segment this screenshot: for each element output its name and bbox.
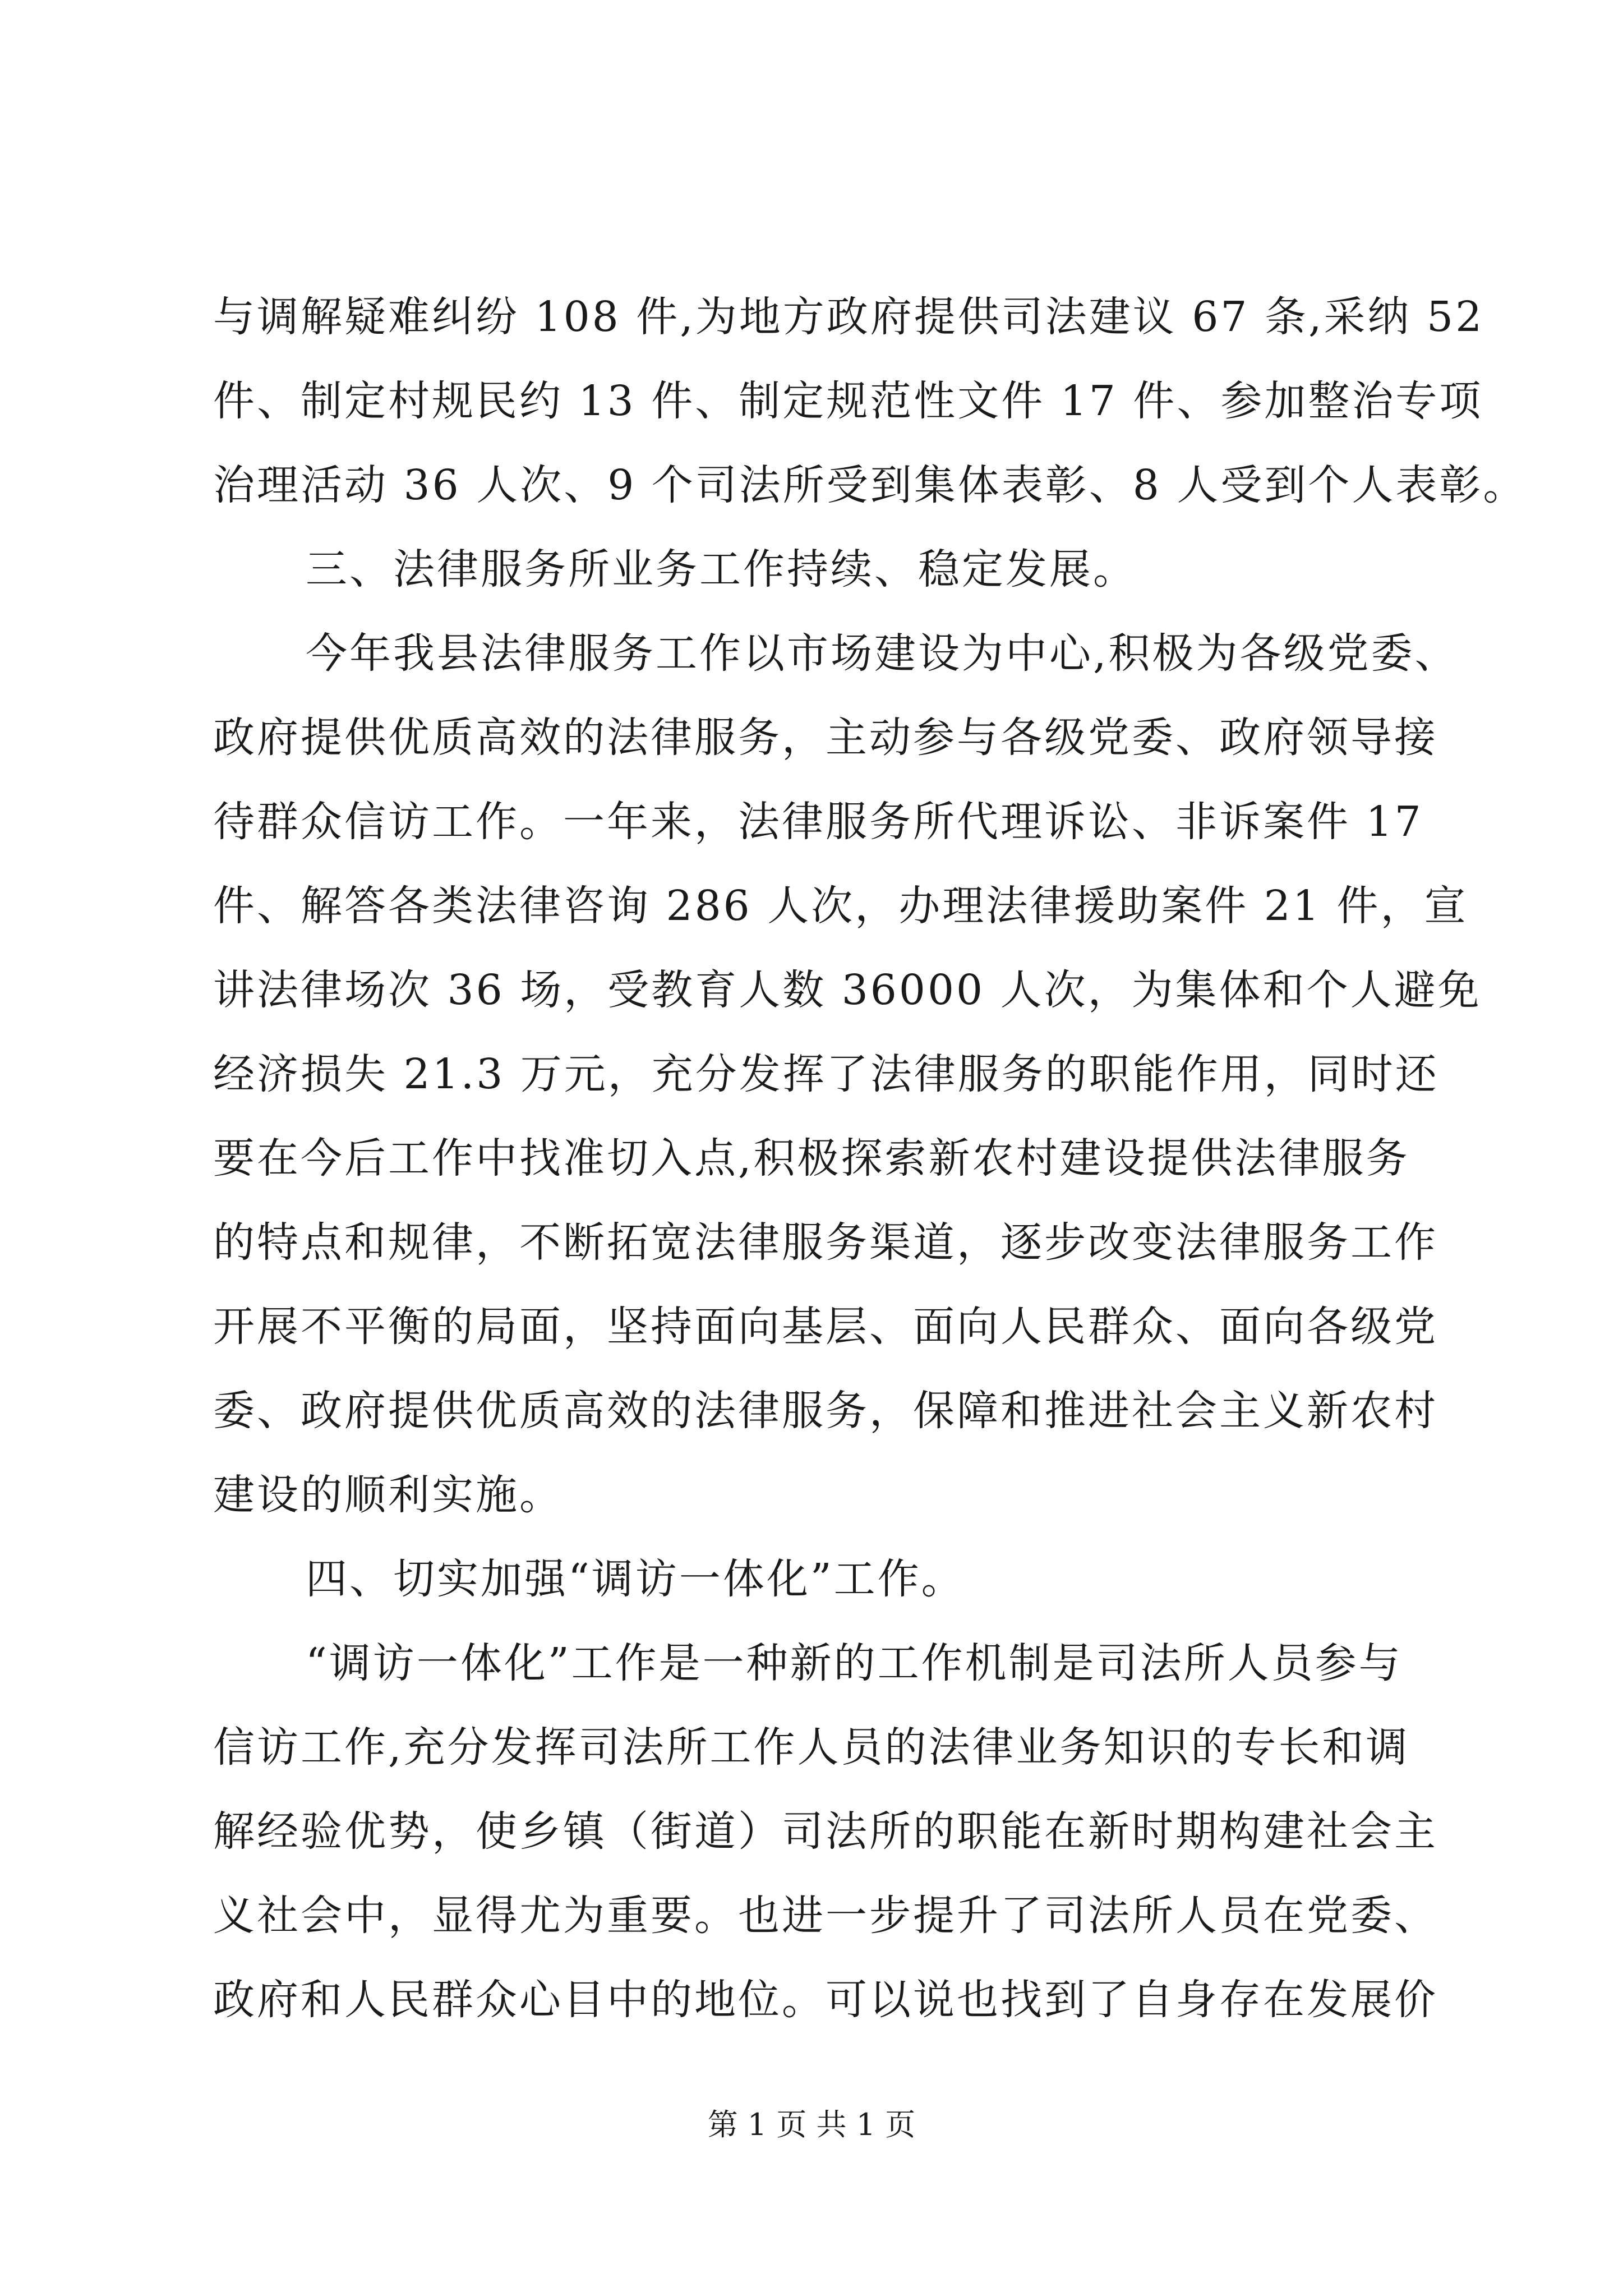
- text-line: 要在今后工作中找准切入点,积极探索新农村建设提供法律服务: [213, 1134, 1410, 1182]
- text-line: 三、法律服务所业务工作持续、稳定发展。: [306, 545, 1137, 593]
- text-line: 治理活动 36 人次、9 个司法所受到集体表彰、8 人受到个人表彰。: [213, 461, 1527, 509]
- text-line: 与调解疑难纠纷 108 件,为地方政府提供司法建议 67 条,采纳 52: [213, 293, 1484, 341]
- text-line: “调访一体化”工作是一种新的工作机制是司法所人员参与: [306, 1639, 1403, 1687]
- text-line: 解经验优势，使乡镇（街道）司法所的职能在新时期构建社会主: [213, 1807, 1438, 1856]
- page-footer: 第 1 页 共 1 页: [707, 2107, 916, 2142]
- text-line: 建设的顺利实施。: [213, 1471, 563, 1519]
- text-line: 的特点和规律，不断拓宽法律服务渠道，逐步改变法律服务工作: [213, 1218, 1438, 1267]
- text-line: 经济损失 21.3 万元，充分发挥了法律服务的职能作用，同时还: [213, 1050, 1439, 1098]
- text-line: 待群众信访工作。一年来，法律服务所代理诉讼、非诉案件 17: [213, 798, 1423, 846]
- text-line: 四、切实加强“调访一体化”工作。: [306, 1555, 965, 1603]
- text-line: 委、政府提供优质高效的法律服务，保障和推进社会主义新农村: [213, 1387, 1438, 1435]
- text-line: 开展不平衡的局面，坚持面向基层、面向人民群众、面向各级党: [213, 1303, 1438, 1351]
- text-line: 政府提供优质高效的法律服务，主动参与各级党委、政府领导接: [213, 714, 1438, 762]
- text-line: 件、制定村规民约 13 件、制定规范性文件 17 件、参加整治专项: [213, 377, 1483, 425]
- text-line: 政府和人民群众心目中的地位。可以说也找到了自身存在发展价: [213, 1976, 1438, 2024]
- text-line: 讲法律场次 36 场，受教育人数 36000 人次，为集体和个人避免: [213, 966, 1482, 1014]
- text-line: 信访工作,充分发挥司法所工作人员的法律业务知识的专长和调: [213, 1723, 1410, 1772]
- text-line: 今年我县法律服务工作以市场建设为中心,积极为各级党委、: [306, 629, 1459, 678]
- text-line: 件、解答各类法律咨询 286 人次，办理法律援助案件 21 件，宣: [213, 882, 1468, 930]
- document-body: [213, 275, 1527, 2042]
- text-line: 义社会中，显得尤为重要。也进一步提升了司法所人员在党委、: [213, 1892, 1438, 1940]
